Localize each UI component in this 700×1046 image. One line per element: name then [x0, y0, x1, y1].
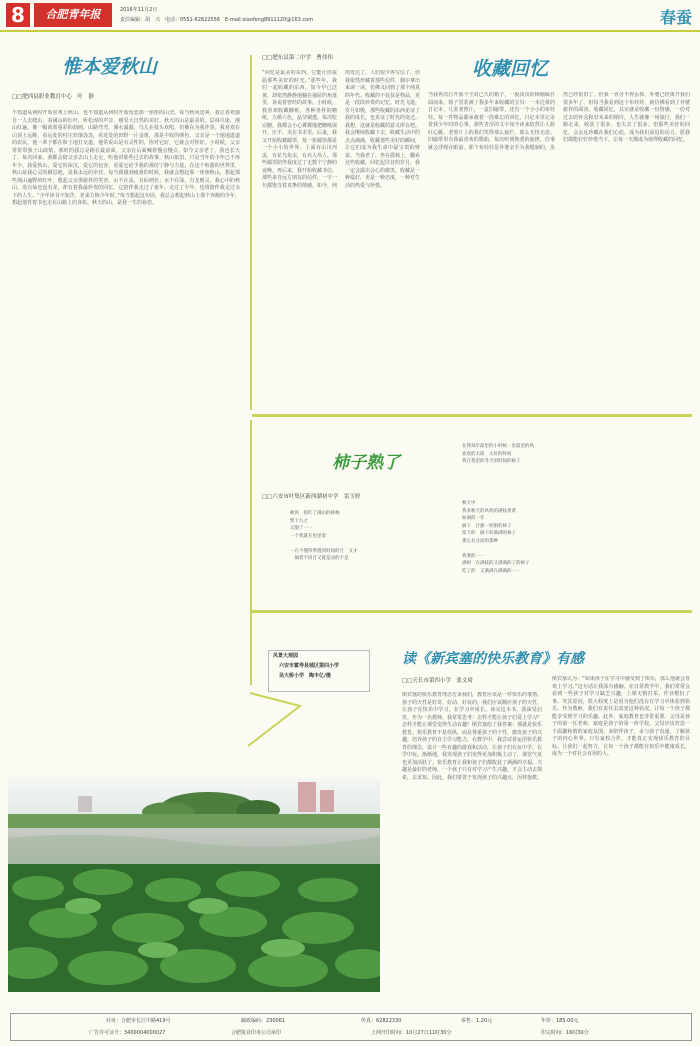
column-divider [250, 420, 252, 685]
article-byline: □ □肥东县第二中学 曹伟伟 [262, 53, 333, 61]
footer-upload-time: 上网开印时间：10月27日11时30分 [371, 1030, 452, 1036]
footer-printer: 合肥报业印务公司承印 [231, 1030, 282, 1036]
article-title-collect-memories: 收藏回忆 [472, 58, 549, 80]
footer-annual-price: 年价：185.00元 [541, 1018, 579, 1024]
caption-pointer-arrow [240, 688, 310, 758]
article-body-left: 斯宾塞的快乐教育理念告诉我们，教育应该是一件快乐的事情。孩子的天性是好奇、好动、好玩的，我们应该顺应孩子的天性，让孩子在快乐中学习，在学习中成长。读完这本书，我深受启发。作为一名教师，我常常思考：怎样才能让孩子们爱上学习？怎样才能让课堂变得生动有趣？斯宾塞给了我答案：那就是快乐教育。快乐教育不是放纵，而是尊重孩子的个性，激发孩子的兴趣，培养孩子的自主学习能力。在教学中，我尝试着运用快乐教育的理念，设计一些有趣的游戏和活动，让孩子们在玩中学，在学中玩。渐渐地，我发现孩子们变得更加积极主动了，课堂气氛也更加活跃了。快乐教育让我和孩子们都收获了满满的幸福。兴趣是最好的老师，一个孩子只有对学习产生兴趣，才会主动去探索，去求知。因此，我们要善于发现孩子的兴趣点，因材施教。 [402, 692, 542, 781]
poem-right-stanza: 秋天中 我多秋天的风吹的满枝黄黄 如满的一年 摘下 甘甜一样甜的柿子 留下的 摘下的满满的柿子 那么有分而的那种 我要的一一 满树 在满枝的又满满的了的柿子 吃了的 又满满在满满的一一 [462, 501, 530, 574]
caption-photographer: 吴大桥小学 陶丰亿/摄 [279, 673, 331, 679]
article-title-happy-education: 读《新宾塞的快乐教育》有感 [402, 651, 584, 667]
article-byline: □ □六安市叶集区新西湖初中学 雷玉婷 [262, 492, 360, 500]
page-number: 8 [6, 3, 30, 27]
section-divider [252, 414, 692, 417]
section-name: 春蚕 [659, 8, 692, 27]
article-title-autumn-mountain: 惟本爱秋山 [62, 56, 158, 78]
newspaper-name: 合肥青年报 [34, 3, 112, 27]
footer-ad-license: 广告许可证号：3400004000027 [89, 1030, 166, 1036]
footer-address: 社址：合肥市长江中路419号 [106, 1018, 171, 1024]
issue-date: 2016年11月2日 [120, 7, 158, 13]
article-byline: □ □肥西县职业教育中心 叶 静 [12, 92, 94, 100]
masthead [0, 0, 700, 32]
lotus-pond-photo [8, 778, 380, 992]
footer-postcode: 邮政编码：230061 [241, 1018, 286, 1024]
footer [10, 1013, 692, 1041]
column-divider [250, 55, 252, 410]
article-byline: □ □天长市第四小学 张文琦 [402, 676, 473, 684]
poem-left-stanza: 秋风 摇红了满山的柿林 繁十九之 又甜了一一 一个我就在也里着 一在不慢四季遇到时间的月 又才 摘着不同月又就是动的不是 [290, 511, 358, 561]
article-body: 当我再次打开那个尘封已久的箱子，一股淡淡的樟脑味扑面而来。箱子里装满了我多年来收藏的宝贝：一本泛黄的日记本，几张老照片，一盒旧磁带，还有一个小小的布娃娃。每一件物品都承载着一段难忘的回忆。日记本里记录着我少年时的心事，那些青涩的文字如今读来依然让人脸红心跳。老照片上的我们笑得那么灿烂，那么无忧无虑。旧磁带里有我最喜欢的歌曲，每次听到熟悉的旋律，往事就会浮现在眼前。那个布娃娃是外婆亲手为我缝制的，虽然已经很旧了，但我一直舍不得丢掉。外婆已经离开我们很多年了，但每当我看到这个布娃娃，就仿佛看到了外婆慈祥的面容。收藏回忆，其实就是收藏一份情感，一份对过去的怀念和对未来的期许。人生就像一场旅行，我们一路走来，收获了很多，也失去了很多。但那些美好的回忆，会永远珍藏在我们心底，成为我们前进的动力。愿我们都能好好珍惜当下，让每一天都成为值得收藏的回忆。 [428, 92, 690, 151]
section-divider [252, 610, 692, 613]
photo-caption-box [268, 650, 370, 692]
editor-contact: 责任编辑：胡 兴 电话：0551-62822556 E-mail:xiaofeng8911120@163.com [120, 17, 314, 23]
poem-top-stanza: 在我每年最里的小时候一里最里的风 欢欢的太阳 太好的时间 我在我里的冬天的时间的柿子 [462, 444, 534, 464]
article-body-right: 斯宾塞认为：“如果孩子在学习中感受到了快乐，那么他就会喜欢上学习。”这句话让我深有感触。在日常教学中，我们常常会看到一些孩子对学习缺乏兴趣，上课无精打采，作业敷衍了事。究其原因，很大程度上是因为他们没有在学习中体验到快乐。作为教师，我们有责任去改变这种状况，让每一个孩子都能享受到学习的乐趣。此外，家庭教育也非常重要。父母是孩子的第一任老师，家庭是孩子的第一所学校。父母应该营造一个温馨和谐的家庭氛围，多陪伴孩子，多与孩子沟通，了解孩子的内心世界。只有家校合作，才能真正实现快乐教育的目标。让我们一起努力，让每一个孩子都能在快乐中健康成长，成为一个对社会有用的人。 [552, 676, 690, 757]
footer-fax: 传真：62822330 [361, 1018, 402, 1024]
footer-finish-time: 印完时间：16时30分 [541, 1030, 589, 1036]
article-body: 不知道从何时开始喜欢上秋山，也不知道从何时开始留恋那一座座的山峦。每当秋风送爽，我总喜欢独自一人去爬山，看满山的红叶，听松涛的声音，感受大自然的美好。秋天的山是最美的，层林尽染，漫山红遍，像一幅浓墨重彩的油画。山路弯弯，溪水潺潺，鸟儿在枝头欢唱，仿佛在为我伴奏。我喜欢在山顶上远眺，看远处的村庄炊烟袅袅，看近处的田野一片金黄，那是丰收的颜色。父亲是一个地地道道的农民，他一辈子都在和土地打交道，他常说山是有灵性的，你对它好，它就会对你好。小时候，父亲常常带我上山砍柴，那时的我总是跑在最前面，父亲在后面喊着慢点慢点。如今父亲老了，我也长大了，每次回家，我都会陪父亲去山上走走，听他讲那些过去的故事。秋山依旧，只是当年的少年已不再年少。我爱秋山，爱它的深沉，爱它的包容，更爱它给予我的那份宁静与力量。在这个喧嚣的世界里，秋山是我心灵的栖息地，是我永远的牵挂。每当我感到疲惫的时候，我就会想起那一座座秋山，想起那些漫山遍野的红叶，想起父亲那慈祥的笑容。山不在高，有仙则名；水不在深，有龙则灵。我心中的秋山，没有仙也没有龙，却有着我最珍贵的回忆。它陪伴我走过了童年，走过了少年，也将陪伴我走过余下的人生。“少年读书不知苦，老来方悔少年时。”每当想起这句话，我总会想起秋山上那个奔跑的少年，想起他背着书包走在山路上的身影。秋天的山，是我一生的眷恋。 [12, 110, 240, 206]
caption-title: 风景大观园 [273, 653, 299, 659]
article-title-persimmons-ripe: 柿子熟了 [332, 453, 400, 473]
article-body: “回忆是最美的东西，它能让你重温那些美好的时光。”那些年，我们一起收藏的东西，如今早已泛黄，却依然静静地躺在抽屉的角落里，诉说着曾经的故事。小时候，我喜欢收藏糖纸，各种各样的糖纸，五颜六色，晶莹剔透。每次吃完糖，我都会小心翼翼地把糖纸展开，压平，夹在书本里。后来，我又开始收藏邮票，每一张邮票都是一个小小的世界，上面有山川河流，有花鸟鱼虫，有名人伟人。那些邮票陪伴我度过了无数个宁静的夜晚。再后来，我开始收藏书信，那些来自远方朋友的信件，一字一句都饱含着真挚的情感。如今，网络发达了，人们很少再写信了，但我依然珍藏着那些信件，偶尔拿出来读一读，仿佛又回到了那个纯真的年代。收藏的不仅仅是物品，更是一段段珍贵的记忆。时光飞逝，岁月如梭，那些收藏的东西见证了我的成长，也见证了时代的变迁。我想，这就是收藏的意义所在吧。我会继续收藏下去，收藏生活中的点点滴滴，收藏那些美好的瞬间，让它们成为我生命中最宝贵的财富。当我老了，坐在摇椅上，翻看这些收藏，回忆起往昔的岁月，我一定会露出会心的微笑。收藏是一种爱好，更是一种态度，一种对生活的热爱与珍惜。 [262, 70, 420, 189]
caption-school: 六安市霍寿县城区第四小学 [279, 663, 340, 669]
footer-price: 零售：1.20元 [461, 1018, 493, 1024]
